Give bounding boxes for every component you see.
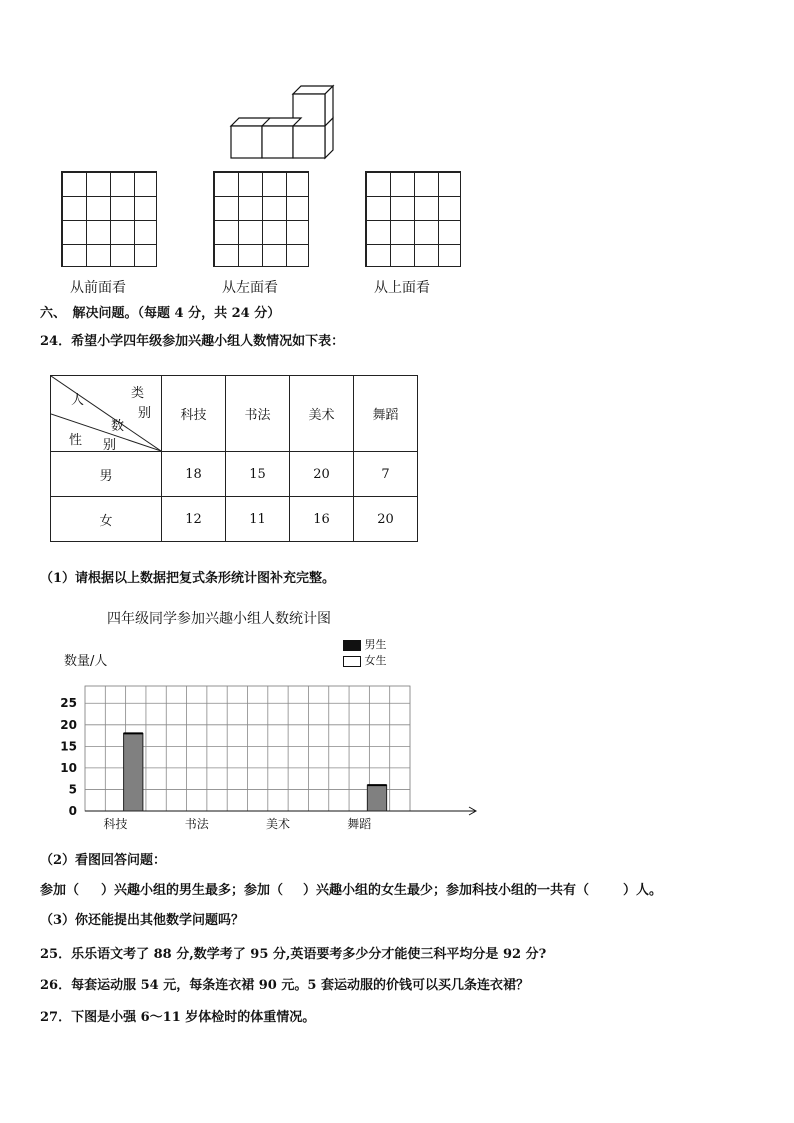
blank-text-3: ）兴趣小组的女生最少；参加科技小组的一共有（ (303, 883, 590, 898)
table-row (51, 497, 418, 542)
legend-female-swatch (343, 656, 361, 667)
table-cell: 20 (290, 452, 354, 497)
table-cell: 18 (162, 452, 226, 497)
y-tick-label: 5 (68, 782, 77, 797)
corner-gender: 性 (69, 433, 83, 448)
left-view-label: 从左面看 (222, 280, 278, 296)
bar-chart (55, 680, 485, 840)
header-cell: 书法 (226, 376, 290, 452)
y-tick-label: 0 (68, 804, 77, 818)
legend-male (343, 636, 387, 652)
blank-text-1: 参加（ (40, 883, 80, 898)
legend-male-swatch (343, 640, 361, 651)
row-label: 女 (51, 497, 162, 542)
header-cell: 科技 (162, 376, 226, 452)
question-24-part-1: （1）请根据以上数据把复式条形统计图补充完整。 (40, 571, 336, 586)
question-24-part-2-blanks (40, 883, 662, 899)
front-view-grid (61, 171, 157, 267)
section-heading: 六、 解决问题。（每题 4 分，共 24 分） (40, 306, 281, 321)
table-cell: 16 (290, 497, 354, 542)
chart-title: 四年级同学参加兴趣小组人数统计图 (107, 611, 331, 627)
legend-female-label: 女生 (364, 654, 387, 667)
x-tick-label: 舞蹈 (347, 817, 372, 831)
table-row (51, 452, 418, 497)
x-tick-label: 美术 (265, 817, 290, 831)
y-tick-label: 15 (60, 739, 77, 754)
legend-male-label: 男生 (364, 638, 387, 651)
y-tick-label: 25 (60, 696, 77, 711)
top-view-grid (365, 171, 461, 267)
bar-male (367, 785, 386, 811)
x-tick-label: 书法 (184, 817, 209, 831)
interest-group-table (50, 375, 418, 542)
question-24-part-3: （3）你还能提出其他数学问题吗？ (40, 913, 245, 928)
row-label: 男 (51, 452, 162, 497)
question-25: 25．乐乐语文考了 88 分,数学考了 95 分,英语要考多少分才能使三科平均分是 92 分? (40, 947, 547, 962)
corner-ren: 人 (71, 393, 85, 408)
header-cell: 舞蹈 (354, 376, 418, 452)
table-cell: 12 (162, 497, 226, 542)
header-cell: 美术 (290, 376, 354, 452)
bar-male (124, 733, 143, 811)
y-tick-label: 20 (60, 717, 77, 732)
front-view-label: 从前面看 (70, 280, 126, 296)
chart-y-label: 数量/人 (64, 654, 108, 669)
table-cell: 7 (354, 452, 418, 497)
blank-text-4: ）人。 (623, 883, 663, 898)
blank-text-2: ）兴趣小组的男生最多；参加（ (101, 883, 284, 898)
corner-category-2: 别 (138, 406, 152, 421)
corner-count-1: 数 (111, 419, 125, 434)
left-view-grid (213, 171, 309, 267)
y-tick-label: 10 (60, 760, 77, 775)
cube-figure (225, 84, 340, 162)
table-cell: 20 (354, 497, 418, 542)
top-view-label: 从上面看 (374, 280, 430, 296)
question-26: 26．每套运动服 54 元，每条连衣裙 90 元。5 套运动服的价钱可以买几条连衣裙？ (40, 978, 529, 993)
question-24-part-2: （2）看图回答问题： (40, 853, 167, 868)
corner-category-1: 类 (131, 386, 145, 401)
question-27: 27．下图是小强 6～11 岁体检时的体重情况。 (40, 1010, 316, 1025)
question-24-title: 24．希望小学四年级参加兴趣小组人数情况如下表： (40, 334, 345, 349)
table-cell: 15 (226, 452, 290, 497)
table-corner-cell (51, 376, 162, 452)
corner-count-2: 别 (103, 438, 117, 453)
x-tick-label: 科技 (103, 817, 128, 831)
table-cell: 11 (226, 497, 290, 542)
legend-female (343, 652, 387, 668)
